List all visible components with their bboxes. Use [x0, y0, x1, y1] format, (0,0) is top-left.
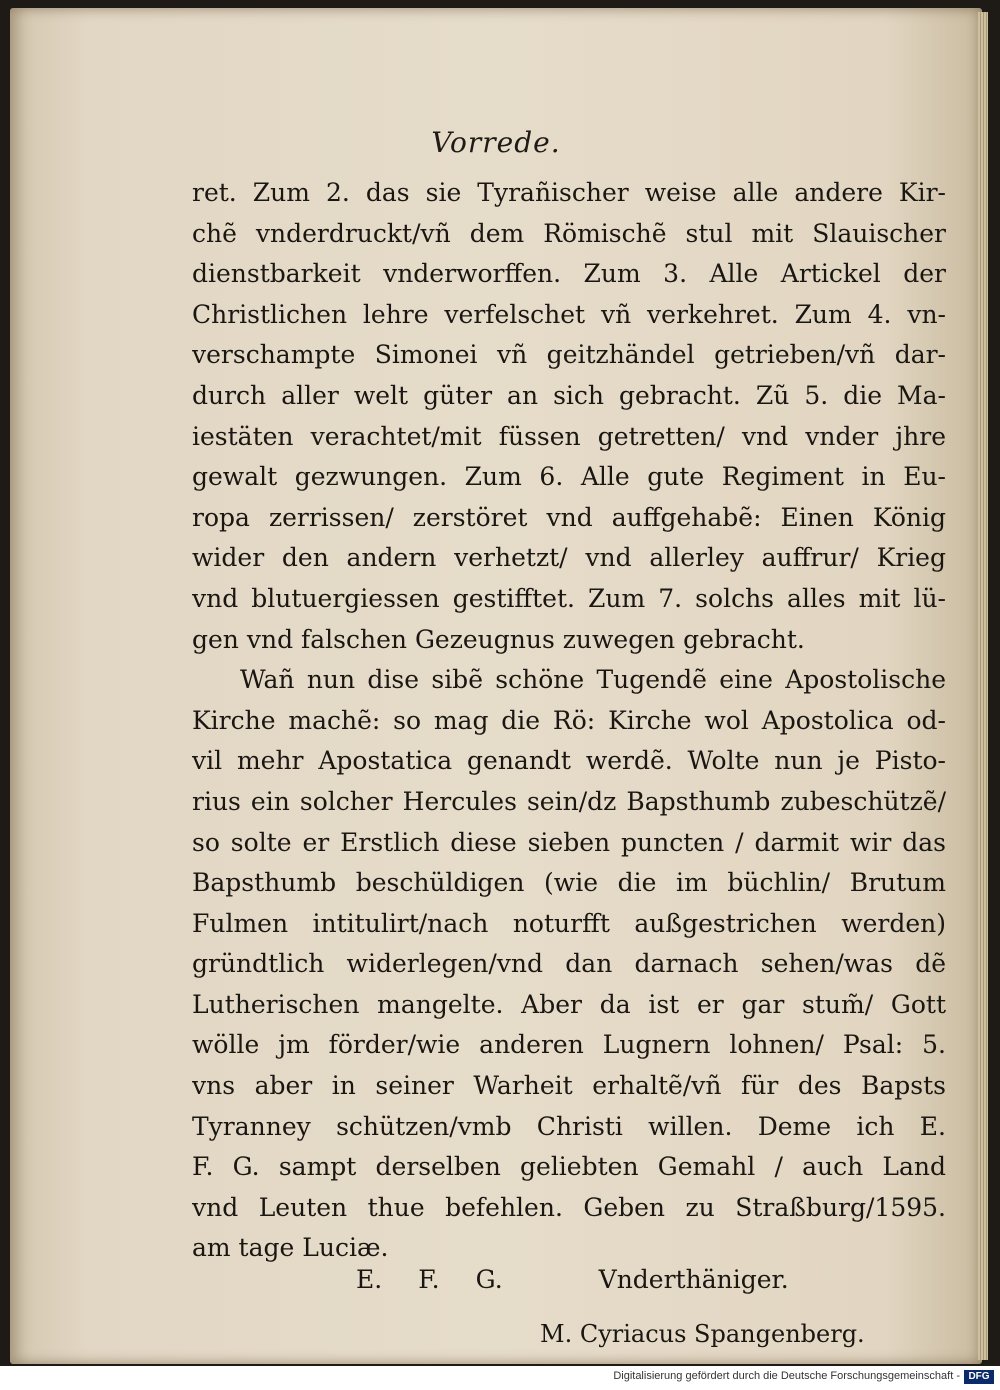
text-line: durch aller welt güter an sich gebracht. Zũ 5. die Ma-: [192, 380, 946, 410]
text-line: Tyranney schützen/vmb Christi willen. Deme ich E.: [192, 1111, 946, 1141]
closing-initial-g: G.: [475, 1265, 503, 1294]
text-line: vnd blutuergiessen gestifftet. Zum 7. solchs alles mit lü-: [192, 583, 946, 613]
text-line: ret. Zum 2. das sie Tyrañischer weise alle andere Kir-: [192, 178, 946, 207]
body-text: [192, 173, 946, 1269]
funding-notice: Digitalisierung gefördert durch die Deutsche Forschungsgemeinschaft -: [613, 1370, 960, 1382]
text-line: am tage Luciæ.: [192, 1233, 389, 1263]
text-line: Kirche machẽ: so mag die Rö: Kirche wol Apostolica od-: [192, 705, 946, 735]
text-line: gewalt gezwungen. Zum 6. Alle gute Regiment in Eu-: [192, 462, 946, 492]
text-line: Bapsthumb beschüldigen (wie die im büchlin/ Brutum: [192, 868, 946, 898]
author-signature: M. Cyriacus Spangenberg.: [540, 1320, 865, 1348]
closing-formula: [356, 1265, 916, 1294]
text-line: Fulmen intitulirt/nach noturfft außgestrichen werden): [192, 908, 946, 938]
text-line: Christlichen lehre verfelschet vñ verkehret. Zum 4. vn-: [192, 299, 946, 329]
footer-bar: [0, 1366, 1000, 1390]
text-line: dienstbarkeit vnderworffen. Zum 3. Alle Artickel der: [192, 259, 946, 289]
text-line: verschampte Simonei vñ geitzhändel getrieben/vñ dar-: [192, 340, 946, 370]
running-head: Vorrede.: [431, 126, 561, 159]
closing-initial-e: E.: [356, 1265, 383, 1294]
text-line: vil mehr Apostatica genandt werdẽ. Wolte nun je Pisto-: [192, 746, 946, 776]
text-line: wider den andern verhetzt/ vnd allerley auffrur/ Krieg: [192, 543, 946, 573]
text-line: gen vnd falschen Gezeugnus zuwegen gebracht.: [192, 624, 805, 654]
text-line: F. G. sampt derselben geliebten Gemahl / auch Land: [192, 1152, 946, 1182]
text-line: rius ein solcher Hercules sein/dz Bapsthumb zubeschützẽ/: [192, 786, 946, 816]
text-line: so solte er Erstlich diese sieben puncten / darmit wir das: [192, 827, 946, 857]
text-line: vnd Leuten thue befehlen. Geben zu Straßburg/1595.: [192, 1192, 946, 1222]
text-line: wölle jm förder/wie anderen Lugnern lohnen/ Psal: 5.: [192, 1030, 946, 1060]
book-page: [10, 8, 982, 1364]
page-edge: [978, 12, 988, 1360]
text-line: chẽ vnderdruckt/vñ dem Römischẽ stul mit Slauischer: [192, 218, 946, 248]
text-line: vns aber in seiner Warheit erhaltẽ/vñ für des Bapsts: [192, 1071, 946, 1101]
text-line: ropa zerrissen/ zerstöret vnd auffgehabẽ: Einen König: [192, 502, 946, 532]
closing-initial-f: F.: [418, 1265, 440, 1294]
text-line: gründtlich widerlegen/vnd dan darnach sehen/was dẽ: [192, 949, 946, 979]
closing-humble: Vnderthäniger.: [598, 1265, 789, 1294]
text-line: iestäten verachtet/mit füssen getretten/ vnd vnder jhre: [192, 421, 946, 451]
paragraph-start-line: Wañ nun dise sibẽ schöne Tugendẽ eine Apostolische: [240, 665, 946, 695]
text-line: Lutherischen mangelte. Aber da ist er gar stum̃/ Gott: [192, 989, 946, 1019]
dfg-logo-icon: DFG: [964, 1370, 994, 1384]
